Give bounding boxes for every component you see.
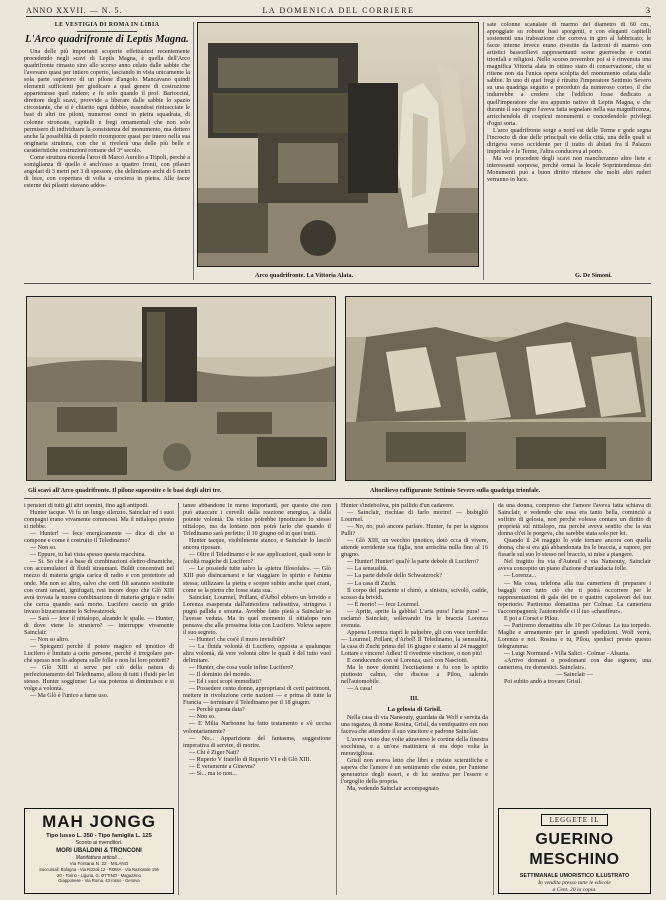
serial-paragraph: — Sì. So che è a base di combinazioni elettro-dinamiche, con accumulatori di fluidi straumani. Buldi concentrati nel mezzo di materia grigia carica di radio e con protettore ad onde. Ma non so altro, salvo che certi fili saranno sostituite con crani umani, ignifugati, resi incore dopo che Glò XIII avrà trovata la nuova combinazione di materia grigia e radio che cerca quando sarà morto. Lucifero cacciò un grido invaso bizzarramente lo Schwatzrock. (24, 559, 174, 615)
article-author: G. De Simoni. (575, 272, 612, 279)
serial-paragraph: E conducendo con sè Lorenza, uscì con Nasciotti. (347, 658, 469, 665)
serial-paragraph: — Ed i suoi scopi immediati? (189, 679, 262, 686)
serial-col-3 (341, 503, 488, 895)
serial-paragraph: Nel tragitto fra via d'Auteuil e via Nansouty, Sainclair aveva concepito un piano d'azione d'un'audacia folle. (498, 559, 651, 573)
serial-paragraph: Hunter tacque. Vi fu un lungo silenzio. Sainclair ed i suoi compagni erano vivamente commossi. Ma il nittalopo presto si riebbe. (24, 510, 174, 531)
serial-paragraph: — Lorenza... (504, 573, 537, 580)
serial-paragraph: Appena Lorenza riaprì le palpebre, gli con voce terribile: — Lourmel, Prillant, d'Arbol! Il Teledinamo, la sensualità, la casa di Zucht prima del 16 giugno e siamo al 24 maggio! Lottare e vincere! Adieu! Il rivedrete vincitore, o non più! (341, 629, 488, 657)
serial-paragraph: — La parte debole dello Schwatzrock? (347, 573, 442, 580)
article-title: L'Arco quadrifronte di Leptis Magna. (25, 34, 189, 46)
caption-top-photo: Arco quadrifronte. La Vittoria Alata. (255, 272, 354, 279)
ad-guerino-footer: a Cent. 20 la copia. (552, 887, 597, 893)
photo-arco-quadrifronte (197, 22, 479, 267)
ad-guerino-title: GUERINO MESCHINO (529, 831, 620, 868)
serial-paragraph: — Oltre il Teledinamo e le sue applicazioni, quali sono le facoltà magiche di Lucifero? (183, 552, 331, 566)
serial-paragraph: — Hunter! che cos'è il muro invisibile? (189, 636, 286, 643)
serial-paragraph: — E Milia Narbonne ha fatto testamento e s'è uccisa volontariamente? (183, 721, 331, 735)
serial-paragraph: Quando il 24 maggio lo vide tornare ancora con quella donna, che si era già abbandonata fra le braccia, a vapore, per fissarle sul suo lo stesso nel braccio, si mise a piangere. (498, 538, 651, 559)
serial-paragraph: — Partiremo domattina alle 10 per Colmar. La tua torpedo. Maglie e armamento per le grandi spedizioni. Wolf verrà, Lorenza e noi. Rosina e tu, Pilou, spedisci presto questo telegramma: (498, 622, 651, 650)
serial-paragraph: L'aveva visto due volte attraverso le cortine della finestra socchiusa, e a un'ora mattiniera si era dopo volta la meravigliosa. (341, 736, 488, 757)
serial-paragraph: da una donna, compreso che l'amore l'aveva fatta schiava di Sainclair, e vedendo che essa era tanto bella, cominciò a soffrire di gelosia, non perchè volesse contare un diritto di proprietà sul nittalopo, ma perchè aveva sentito che la sua donna ch'ei le porgeva, che sarebbe stata solo per lei. (498, 503, 651, 538)
serial-paragraph: — Non so altro. (30, 636, 70, 643)
serial-paragraph: — Sarà — fece il nittalopo, alzando le spalle. — Hunter, di dove viene lo straniero? — interruppe vivamente Sainclair. (24, 615, 174, 636)
serial-paragraph: Sainclair, Lourmel, Prillant, d'Arbol ebbero un brivido e Lorenza esasperata dall'atmosfera radioattiva, stringeva i pugni pallida e smunta. Avrebbe fatto pietà a Sainclair se l'avesse veduta. Ma in quel momento il nittalopo non pensava che alla prossima lotta con Lucifero. Voleva sapere il suo segreto. (183, 594, 331, 636)
serial-paragraph: — Sì... ma io non... (189, 770, 237, 777)
ad-mahjongg-address: Via Fontana N. 22 - MILANO (69, 861, 129, 866)
serial-paragraph: i pensieri di tutti gli altri uomini, fino agli antipodi. (24, 503, 149, 509)
serial-paragraph: — Le possiede tutte salvo la «pietra filosofale». — Glò XIII può disincarnarsi e far viaggiare lo spirito e l'anima stessa; utilizzare la pietra e scopre subito anche quei crani, come se la pietra che fosse stata sua. (183, 566, 331, 594)
serial-paragraph: — Glò XIII, un vecchio ipnotico, dotò ccca di vivere, attende sorridente sua figlia, non arrischia nulla fino al 16 giugno. (341, 538, 488, 559)
serial-paragraph: — Hunter, che cosa vuole infine Lucifero? (189, 665, 294, 672)
serial-paragraph: — Eppure, tu hai vista spesso questa macchina. (30, 552, 146, 559)
ad-guerino-footer: In vendita presso tutte le edicole (538, 880, 611, 886)
serial-paragraph: — È veramente a Ginevra? (189, 763, 256, 770)
serial-paragraph: — Possedere cento donne, appropriarsi di certi patrimoni, mettere in rivoluzione certe nazioni — e prima di tutte la Francia — terminare il Teledinamo per il 18 giugno. (183, 686, 331, 707)
ad-mahjongg-address: Succursali: Bologna - Via Rizzoli 12 - ROMA - Via Nazionale 156 (39, 867, 159, 872)
serial-paragraph: — Ma cosa, telefona alla tua cameriera di preparare i bagagli con tutto ciò che ti potrà occorrere per le rappresentazioni di gala dei tre o quattro capolavori del tuo repertorio. Partiremo domattina per Colmar. La cameriera t'accompagnerà; l'automobile ci il tuo «chauffeur». (498, 580, 651, 615)
caption-bottom-left: Gli scavi all'Arco quadrifronte. Il pilone superstite e le basi degli altri tre. (28, 487, 222, 494)
serial-paragraph: — La sensualità. (347, 566, 389, 573)
ad-mahjongg-subtitle: Manifattura articoli ... (75, 855, 123, 861)
article-paragraph: L'arco quadrifronte sorge a nord est delle Terme e gode segna l'incrocio di due delle principali vie della città, una delle quali si dirigeva verso occidente per il tratto di abitati fra il Palazzo imperiale e le Terme, l'altra conduceva al porto. (487, 127, 651, 155)
ad-guerino-kicker: LEGGETE IL (541, 814, 609, 826)
serial-paragraph: Hunter s'indeboliva, pin pallido d'un cadavere. (341, 503, 455, 509)
serial-paragraph: — La casa di Zucht. (347, 580, 397, 587)
article-paragraph: Una delle più importanti scoperte effettuatesi recentemente procedendo negli scavi di Leptis Magna, è quella dell'Arco quadrifronte rimasto sino allo scorso anno celato dalle sabbie che l'avevano quasi per intiero coperto, lasciando in vista unicamente la sola parte superiore di un pilone d'angolo. Mancavano quindi elementi sufficienti per giudicare a qual genere di costruzione appartenesse quel rudere; e fu solo quando il prof. Bartoccini, direttore degli scavi, provvide a liberare dalle sabbie lo spazio circostante, che si è chiarito ogni dubbio, essendosi rintracciate le basi di altri tre piloni, numerosi conci in pietra squadrata, di colonne stroncate, capitelli e fregi ornamentali che non solo permisero di individuare la consistenza del monumento, ma dettero anche la possibilità di poterlo ricomporre quasi per intero nella sua originaria struttura, con che si rivelerà una delle più belle e caratteristiche costruzioni romane del 3° secolo. (24, 49, 190, 154)
serial-paragraph: — No, no, può ancora parlare. Hunter, fu per la signora Pulli? (341, 524, 488, 538)
article-paragraph: sate colonne scanalate di marmo del diametro di 60 cm., appoggiate su robuste basi sporgenti, e con eleganti capitelli sostenenti una trabeazione che correva in giro al fabbricato; le facce interne invece erano rivestite da lastroni di marmo con artistici bassorilievi rappresentanti scene guerresche e cortei trionfali e religiosi. Nello scorso novembre poi si è rinvenuta una magnifica Vittoria alata in ottimo stato di conservazione, che si ritiene non sia l'unica opera scolpita del monumento celata dalle sabbie. In uno di quei fregi è ritratto l'imperatore Settimio Severo su una quadriga seguito e preceduto da numeroso corteo, il che indurrebbe a credere che l'edificio fosse dedicato a quell'imperatore che era appunto nativo di Leptis Magna, e che durante il suo regno l'aveva fatta segnalare nella sua magnificenza, arricchendola di cospicui monumenti e concedendole privilegi d'ogni sorta. (487, 22, 651, 127)
serial-paragraph: — Aprite, aprite la gabbia! L'aria pura! l'aria pura! — esclamò Sainclair, sollevando fra le braccia Lorenza svenuta. (341, 608, 488, 629)
article-paragraph: Come struttura ricorda l'arco di Marco Aurelio a Tripoli, perchè a somiglianza di quello è anch'esso a quattro fronti, con pilastri angolari di 3 metri per 3 di spessore, che delimitano archi di 6 metri di luce, con copertura di volta a crociera in pietra. Alle facce esterne dei pilastri stavano addos- (24, 154, 190, 189)
serial-paragraph: — Hunter! Hunter! qual'è la parte debole di Lucifero? (347, 559, 479, 566)
serial-paragraph: — Ruperto V fratello di Ruperto VI e di Glò XIII. (189, 756, 312, 763)
photo-scavi-arco (26, 296, 336, 481)
article-kicker: LE VESTIGIA DI ROMA IN LIBIA (54, 22, 160, 28)
ad-guerino-meschino (498, 808, 651, 894)
serial-paragraph: tanee abbandone le meno importanti, per questo che non può attaccare i cervelli dalla reazione energica, a dalla potente volontà. Da vicino potrebbe ipnotizzare lo stesso nittalopo, ma da lontano non potrà farlo che quando il Teledinamo sarà perfetto; il 10 giugno od in quei tratti. (183, 503, 331, 538)
serial-paragraph: — Chi è Ziger Natt? (189, 749, 240, 756)
serial-paragraph: — Glò XIII si serve per ciò della natura di perfezionamento del Teledinamo, allora di tutti i fluidi per lei stesso. Hunter soggiunse: La sua potenza si diminuisce e si volge a volontà. (24, 665, 174, 693)
caption-bottom-right: Altorilievo raffigurante Settimio Severo sulla quadriga trionfale. (370, 487, 541, 494)
serial-paragraph: — Il dominio del mondo. (189, 672, 252, 679)
serial-paragraph: — Sainclair — (556, 672, 593, 679)
ad-mah-jongg (24, 808, 174, 894)
serial-paragraph: «Arrivo domani o posdomani con due signore, una cameriera, tre domestici. Sainclair». (498, 658, 651, 672)
serial-paragraph: Grisil non aveva letto che libri e riviste scientifiche e sapeva che l'amore è un sentimento che esiste, per l'unione generatrice degli esseri, e di lui sentiva per l'essere e l'orgoglio della propria. (341, 757, 488, 785)
photo-altorilievo (345, 296, 652, 481)
serial-paragraph: — La fluida volontà di Lucifero, opposta a qualunque altra volontà, dà vere volontà oltre le quali è del tutto vuol delimitare. (183, 643, 331, 665)
newspaper-title: LA DOMENICA DEL CORRIERE (262, 6, 415, 15)
serial-paragraph: — Ma Glò è l'unico a farne uso. (30, 693, 109, 700)
serial-paragraph: — Luigi Normund - Villa Salici - Colmar - Alsazia. (504, 650, 630, 657)
ad-mahjongg-prices: Tipo lusso L. 350 - Tipo famiglia L. 125 (46, 833, 152, 839)
serial-paragraph: — Hunter! — fece energicamente — dica di che si compone e come è costruito il Teledinamo? (24, 531, 174, 545)
chapter-title: La gelosia di Grisil. (387, 706, 442, 714)
serial-paragraph: — È morto! — fece Lourmel. (347, 601, 420, 608)
serial-col-4 (498, 503, 651, 803)
article-paragraph: Ma voi procedere degli scavi non mancheranno altre liete e interessanti sorprese, perchè ormai la locale Soprintendenza dei Monumenti può a buon diritto ritenere che molti altri ruderi verranno in luce. (487, 155, 651, 184)
serial-paragraph: — A casa! (347, 686, 373, 693)
chapter-number: III. (410, 696, 419, 703)
ad-mahjongg-discount: Sconto ai rivenditori. (75, 840, 123, 846)
serial-paragraph: Poi subito andò a trovare Grisil. (504, 679, 582, 686)
page-number: 3 (646, 6, 651, 15)
ad-guerino-subtitle: SETTIMANALE UMORISTICO ILLUSTRATO (519, 873, 630, 879)
ad-mahjongg-title: MAH JONGG (42, 812, 156, 831)
serial-paragraph: — Spiegami perchè il potere magico ed ipnotico di Lucifero è limitato a certe persone, perchè è irregolare per-chè spesso non lo adopera sulle folle e non lui loro protetti? (24, 643, 174, 665)
serial-paragraph: — Non so. (30, 545, 57, 552)
ad-mahjongg-address: Giapponese - Via Roma, 43 rosso - Genova (58, 878, 140, 883)
serial-col-2 (183, 503, 331, 895)
serial-paragraph: — Sainclair, rischiae di farlo morire! — bisbigliò Lourmel. (341, 510, 488, 524)
ad-mahjongg-address: 20 - Torino - Liguria, G. OTTINO - Magazzino (57, 872, 141, 878)
serial-paragraph: Il corpo del paziente si chinò, a sinistra, scivolò, cadde, scosso da brividi. (341, 587, 488, 601)
serial-paragraph: — Non so. (189, 714, 216, 721)
article-col-2 (487, 22, 651, 267)
article-col-1 (24, 22, 190, 272)
serial-paragraph: Ma, vedendo Sainclair accompagnato (347, 785, 439, 792)
serial-paragraph: E poi a Corsei e Pilou. (504, 615, 559, 622)
serial-paragraph: Hunter tacque, visibilmente stanco, e Sainclair lo lasciò ancora riposare. (183, 538, 331, 552)
serial-paragraph: Nella casa di via Nansouty, guardata da Wolf e servita da una ragazza, di nome Rosina, Grisil, da ventiquattro ore non faceva che attendere il suo vincitore e padrone Sainclair. (341, 715, 488, 736)
serial-col-1 (24, 503, 174, 803)
masthead (26, 5, 651, 17)
serial-paragraph: — Perchè questa data? (189, 707, 245, 714)
serial-paragraph: Ma le nove domini l'eccitazione e fu con lo spirito piuttosto calmo, che discese a Pilou, salendo nell'automobile. (341, 665, 488, 686)
issue-number: ANNO XXVII. — N. 5. (26, 6, 123, 15)
ad-mahjongg-company: MORI UBALDINI & TRONCONI (56, 848, 142, 854)
serial-paragraph: — No... Apparizione del fantasma, suggestione imperativa di servire, di morire. (183, 735, 331, 749)
